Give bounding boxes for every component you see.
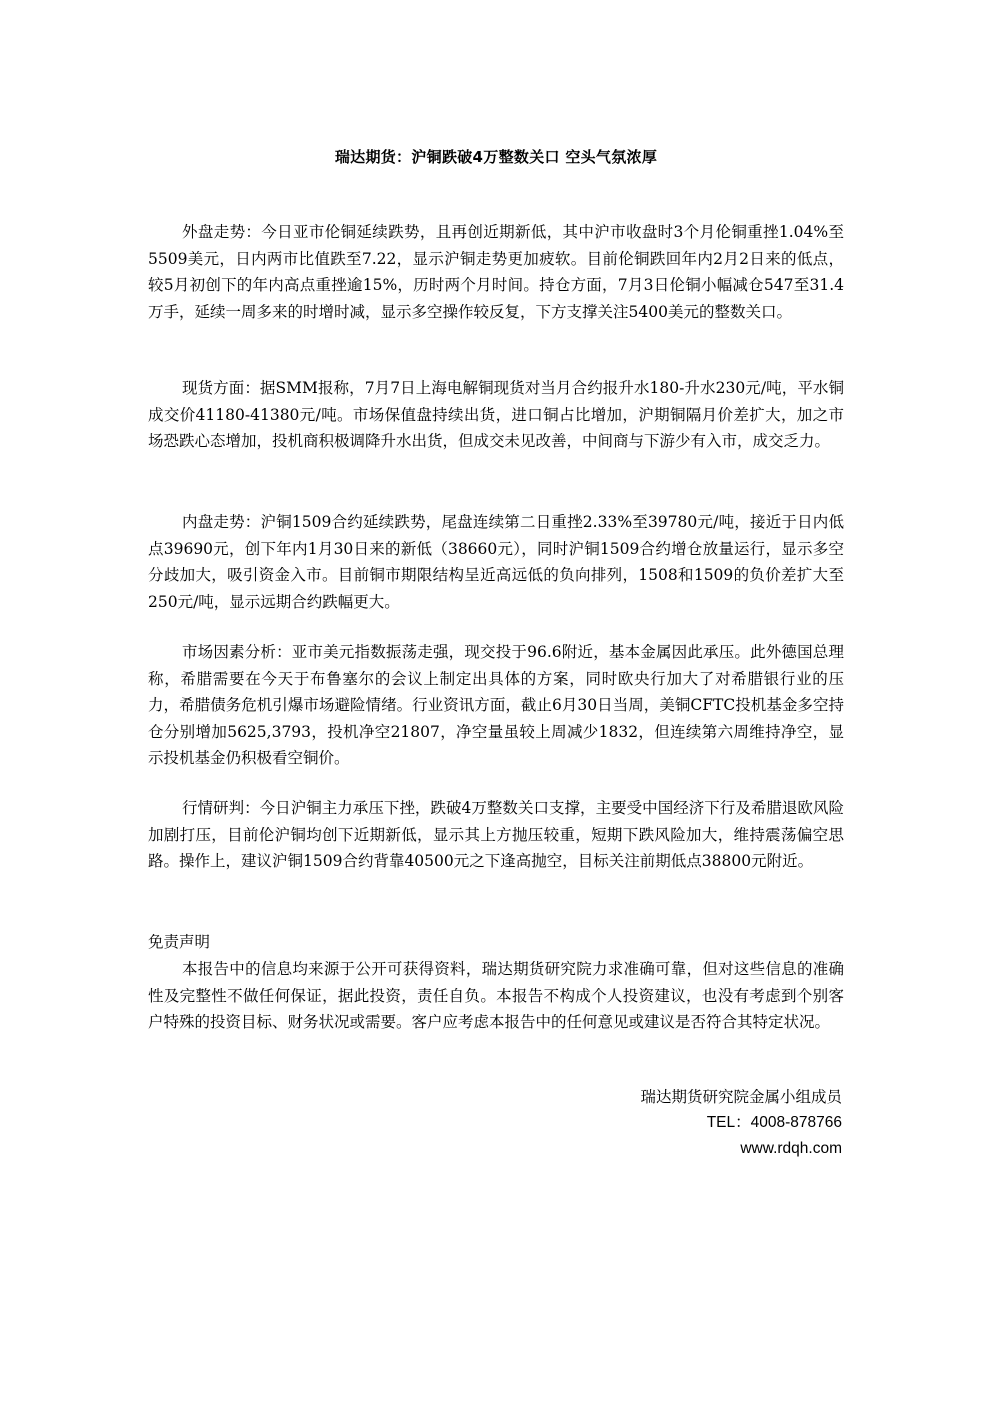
paragraph-market-factors: 市场因素分析：亚市美元指数振荡走强，现交投于96.6附近，基本金属因此承压。此外德国总理称，希腊需要在今天于布鲁塞尔的会议上制定出具体的方案，同时欧央行加大了对希腊银行业的压力，希腊债务危机引爆市场避险情绪。行业资讯方面，截止6月30日当周，美铜CFTC投机基金多空持仓分别增加5625,3793，投机净空21807，净空量虽较上周减少1832，但连续第六周维持净空，显示投机基金仍积极看空铜价。 (148, 643, 844, 767)
signature-telephone: TEL：4008-878766 (706, 1114, 842, 1131)
paragraph-spot-market: 现货方面：据SMM报称，7月7日上海电解铜现货对当月合约报升水180-升水230元/吨，平水铜成交价41180-41380元/吨。市场保值盘持续出货，进口铜占比增加，沪期铜隔月价差扩大，加之市场恐跌心态增加，投机商积极调降升水出货，但成交未见改善，中间商与下游少有入市，成交乏力。 (148, 379, 844, 450)
paragraph-domestic-market: 内盘走势：沪铜1509合约延续跌势，尾盘连续第二日重挫2.33%至39780元/吨，接近于日内低点39690元，创下年内1月30日来的新低（38660元），同时沪铜1509合约增仓放量运行，显示多空分歧加大，吸引资金入市。目前铜市期限结构呈近高远低的负向排列，1508和1509的负价差扩大至250元/吨，显示远期合约跌幅更大。 (148, 513, 844, 611)
document-title: 瑞达期货：沪铜跌破4万整数关口 空头气氛浓厚 (334, 148, 658, 166)
paragraph-outlook: 行情研判：今日沪铜主力承压下挫，跌破4万整数关口支撑，主要受中国经济下行及希腊退欧风险加剧打压，目前伦沪铜均创下近期新低，显示其上方抛压较重，短期下跌风险加大，维持震荡偏空思路。操作上，建议沪铜1509合约背靠40500元之下逢高抛空，目标关注前期低点38800元附近。 (148, 799, 844, 870)
disclaimer-body: 本报告中的信息均来源于公开可获得资料，瑞达期货研究院力求准确可靠，但对这些信息的准确性及完整性不做任何保证，据此投资，责任自负。本报告不构成个人投资建议，也没有考虑到个别客户特殊的投资目标、财务状况或需要。客户应考虑本报告中的任何意见或建议是否符合其特定状况。 (148, 960, 844, 1031)
disclaimer-heading: 免责声明 (148, 933, 211, 951)
paragraph-overseas-market: 外盘走势：今日亚市伦铜延续跌势，且再创近期新低，其中沪市收盘时3个月伦铜重挫1.04%至5509美元，日内两市比值跌至7.22，显示沪铜走势更加疲软。目前伦铜跌回年内2月2日来的低点，较5月初创下的年内高点重挫逾15%，历时两个月时间。持仓方面，7月3日伦铜小幅减仓547至31.4万手，延续一周多来的时增时减，显示多空操作较反复，下方支撑关注5400美元的整数关口。 (148, 223, 844, 321)
signature-org: 瑞达期货研究院金属小组成员 (640, 1088, 842, 1106)
signature-website: www.rdqh.com (740, 1140, 842, 1157)
